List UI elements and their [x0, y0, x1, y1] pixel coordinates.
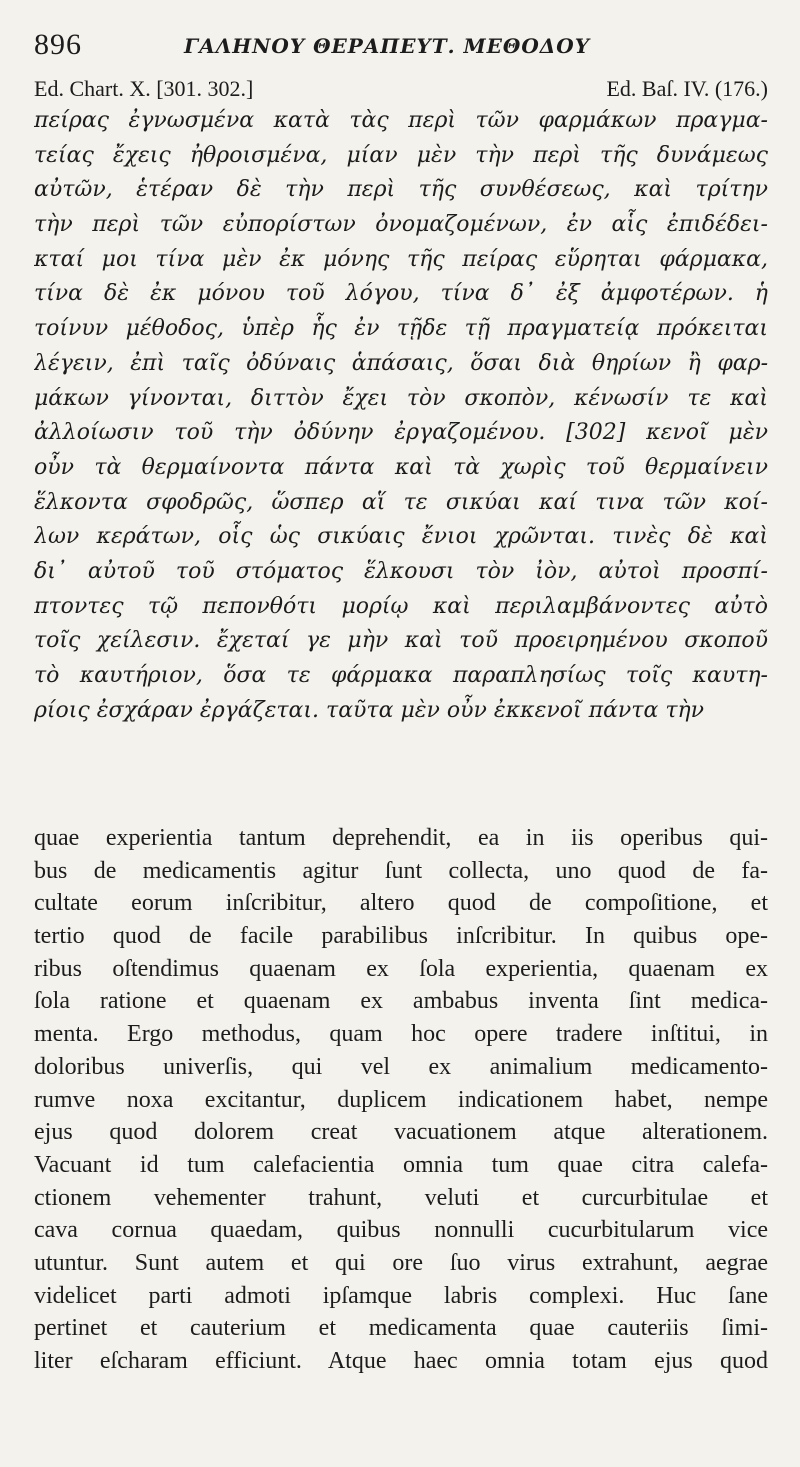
greek-text-line: τίνα δὲ ἐκ μόνου τοῦ λόγου, τίνα δ᾽ ἐξ ἀμφοτέρων. ἡ [34, 281, 768, 307]
greek-text-line: λέγειν, ἐπὶ ταῖς ὀδύναις ἁπάσαις, ὅσαι διὰ θηρίων ἢ φαρ- [34, 350, 768, 376]
greek-text-line: δι᾽ αὐτοῦ τοῦ στόματος ἕλκουσι τὸν ἰὸν, αὐτοὶ προσπί- [34, 558, 768, 584]
greek-text-line: τοίνυν μέθοδος, ὑπὲρ ἧς ἐν τῇδε τῇ πραγματείᾳ πρόκειται [34, 316, 768, 342]
greek-text-line: λων κεράτων, οἷς ὡς σικύαις ἔνιοι χρῶνται. τινὲς δὲ καὶ [34, 524, 768, 550]
latin-text-line: rumve noxa excitantur, duplicem indicationem habet, nempe [34, 1086, 768, 1113]
latin-text-line: liter eſcharam efficiunt. Atque haec omnia totam ejus quod [34, 1348, 768, 1374]
latin-text-line: Vacuant id tum calefacientia omnia tum quae citra calefa- [34, 1151, 768, 1178]
latin-text-line: cultate eorum inſcribitur, altero quod de compoſitione, et [34, 890, 768, 917]
latin-text-line: ejus quod dolorem creat vacuationem atque alterationem. [34, 1119, 768, 1146]
edition-reference-chartier: Ed. Chart. X. [301. 302.] [34, 76, 254, 101]
latin-text-line: cava cornua quaedam, quibus nonnulli cucurbitularum vice [34, 1217, 768, 1244]
latin-translation-block [34, 822, 768, 1378]
greek-text-line: ἀλλοίωσιν τοῦ τὴν ὀδύνην ἐργαζομένου. [302] κενοῖ μὲν [34, 420, 768, 446]
latin-text-line: ctionem vehementer trahunt, veluti et curcurbitulae et [34, 1184, 768, 1211]
greek-text-line: τείας ἔχεις ἠθροισμένα, μίαν μὲν τὴν περὶ τῆς δυνάμεως [34, 142, 768, 168]
greek-text-line: ρίοις ἐσχάραν ἐργάζεται. ταῦτα μὲν οὖν ἐκκενοῖ πάντα τὴν [34, 697, 705, 723]
edition-reference-basel: Ed. Baſ. IV. (176.) [606, 76, 768, 101]
greek-text-line: μάκων γίνονται, διττὸν ἔχει τὸν σκοπὸν, κένωσίν τε καὶ [34, 385, 768, 411]
greek-text-line: κταί μοι τίνα μὲν ἐκ μόνης τῆς πείρας εὕρηται φάρμακα, [34, 246, 768, 272]
greek-text-line: τὸ καυτήριον, ὅσα τε φάρμακα παραπλησίως τοῖς καυτη- [34, 663, 768, 688]
latin-text-line: quae experientia tantum deprehendit, ea in iis operibus qui- [34, 825, 768, 851]
greek-text-line: ἕλκοντα σφοδρῶς, ὥσπερ αἵ τε σικύαι καί τινα τῶν κοί- [34, 489, 768, 515]
latin-text-line: ſola ratione et quaenam ex ambabus inventa ſint medica- [34, 988, 768, 1015]
page-number: 896 [34, 28, 82, 61]
latin-text-line: tertio quod de facile parabilibus inſcribitur. In quibus ope- [34, 923, 768, 950]
greek-text-line: τὴν περὶ τῶν εὐπορίστων ὀνομαζομένων, ἐν αἷς ἐπιδέδει- [34, 212, 768, 238]
latin-text-line: pertinet et cauterium et medicamenta quae cauteriis ſimi- [34, 1315, 768, 1342]
latin-text-line: videlicet parti admoti ipſamque labris complexi. Huc ſane [34, 1282, 768, 1309]
latin-text-line: bus de medicamentis agitur ſunt collecta, uno quod de fa- [34, 857, 768, 884]
greek-text-line: τοῖς χείλεσιν. ἔχεταί γε μὴν καὶ τοῦ προειρημένου σκοποῦ [34, 628, 768, 654]
greek-text-line: πείρας ἐγνωσμένα κατὰ τὰς περὶ τῶν φαρμάκων πραγμα- [34, 108, 768, 133]
edition-references [34, 76, 768, 104]
latin-text-line: doloribus univerſis, qui vel ex animalium medicamento- [34, 1053, 768, 1080]
latin-text-line: utuntur. Sunt autem et qui ore ſuo virus extrahunt, aegrae [34, 1249, 768, 1276]
latin-text-line: ribus oſtendimus quaenam ex ſola experientia, quaenam ex [34, 955, 768, 982]
greek-text-line: οὖν τὰ θερμαίνοντα πάντα καὶ τὰ χωρὶς τοῦ θερμαίνειν [34, 454, 768, 480]
greek-text-line: πτοντες τῷ πεπονθότι μορίῳ καὶ περιλαμβάνοντες αὐτὸ [34, 593, 768, 619]
greek-text-line: αὐτῶν, ἑτέραν δὲ τὴν περὶ τῆς συνθέσεως, καὶ τρίτην [34, 177, 768, 203]
greek-text-block [34, 104, 768, 728]
latin-text-line: menta. Ergo methodus, quam hoc opere tradere inſtitui, in [34, 1021, 768, 1048]
running-title: ΓΑΛΗΝΟΥ ΘΕΡΑΠΕΥΤ. ΜΕΘΟΔΟΥ [184, 34, 590, 58]
page-header [34, 28, 774, 64]
